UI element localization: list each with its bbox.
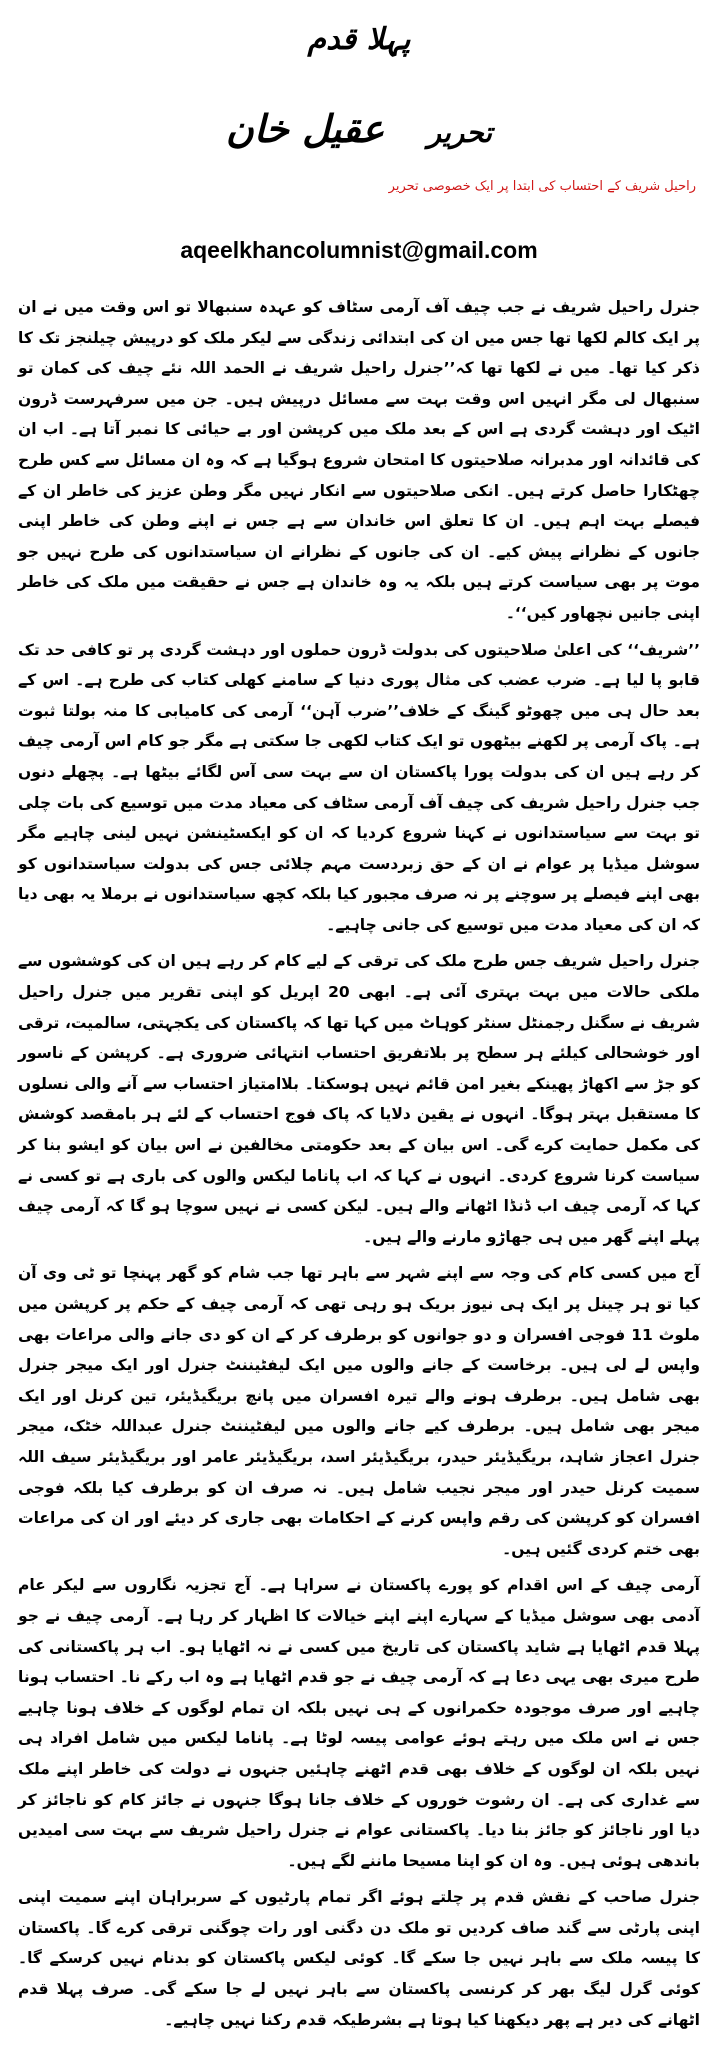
author-email: aqeelkhancolumnist@gmail.com	[180, 237, 538, 263]
paragraph: جنرل صاحب کے نقش قدم پر چلتے ہوئے اگر تمام پارٹیوں کے سربراہان اپنے سمیت اپنی اپنی پارٹی سے گند صاف کردیں تو ملک دن دگنی اور رات چوگنی ترقی کرے گا۔ پاکستان کا پیسہ ملک سے باہر نہیں جا سکے گا۔ کوئی لیکس پاکستان کو بدنام نہیں کرسکے گا۔ کوئی گرل لیگ بھر کر کرنسی پاکستان سے باہر نہیں لے جا سکے گی۔ صرف پہلا قدم اٹھانے کی دیر ہے پھر دیکھنا کیا ہوتا ہے بشرطیکہ قدم رکنا نہیں چاہیے۔	[18, 1888, 700, 2029]
paragraph: جنرل راحیل شریف جس طرح ملک کی ترقی کے لیے کام کر رہے ہیں ان کی کوششوں سے ملکی حالات میں بہت بہتری آئی ہے۔ ابھی 20 اپریل کو اپنی تقریر میں جنرل راحیل شریف نے سگنل رجمنٹل سنٹر کوہاٹ میں کہا تھا کہ پاکستان کی یکجہتی، سالمیت، ترقی اور خوشحالی کیلئے ہر سطح پر بلاتفریق احتساب انتہائی ضروری ہے۔ کرپشن کے ناسور کو جڑ سے اکھاڑ پھینکے بغیر امن قائم نہیں ہوسکتا۔ بلاامتیاز احتساب سے آنے والی نسلوں کا مستقبل بہتر ہوگا۔ انہوں نے یقین دلایا کہ پاک فوج احتساب کے لئے ہر بامقصد کوشش کی مکمل حمایت کرے گی۔ اس بیان کے بعد حکومتی مخالفین نے اس بیان کو ایشو بنا کر سیاست کرنا شروع کردی۔ انہوں نے کہا کہ اب پاناما لیکس والوں کی باری ہے تو کسی نے کہا کہ آرمی چیف اب ڈنڈا اٹھانے والے ہیں۔ لیکن کسی نے نہیں سوچا ہو گا کہ آرمی چیف پہلے اپنے گھر میں ہی جھاڑو مارنے والے ہیں۔	[18, 952, 700, 1246]
article-subtitle: راحیل شریف کے احتساب کی ابتدا پر ایک خصوصی تحریر	[388, 179, 696, 194]
byline	[18, 96, 700, 162]
article-body	[18, 292, 700, 2035]
paragraph: آرمی چیف کے اس اقدام کو پورے پاکستان نے سراہا ہے۔ آج تجزیہ نگاروں سے لیکر عام آدمی بھی سوشل میڈیا کے سہارے اپنے اپنے خیالات کا اظہار کر رہا ہے۔ آرمی چیف نے جو پہلا قدم اٹھایا ہے شاید پاکستان کی تاریخ میں کسی نے نہ اٹھایا ہو۔ اب ہر پاکستانی کی طرح میری بھی یہی دعا ہے کہ آرمی چیف نے جو قدم اٹھایا ہے وہ اب رکے نا۔ احتساب ہونا چاہیے اور صرف موجودہ حکمرانوں کے ہی نہیں بلکہ ان تمام لوگوں کے خلاف ہونا چاہیے جس نے اس ملک میں رہتے ہوئے عوامی پیسہ لوٹا ہے۔ پاناما لیکس میں شامل افراد ہی نہیں بلکہ ان لوگوں کے خلاف بھی قدم اٹھنے چاہئیں جنہوں نے دولت کی خاطر اپنے ملک سے غداری کی ہے۔ ان رشوت خوروں کے خلاف جانا ہوگا جنہوں نے جائز کام کو ناجائز کر دیا اور ناجائز کو جائز بنا دیا۔ پاکستانی عوام نے جنرل راحیل شریف سے بہت سی امیدیں باندھی ہوئی ہیں۔ وہ ان کو اپنا مسیحا ماننے لگے ہیں۔	[18, 1576, 700, 1870]
paragraph: جنرل راحیل شریف نے جب چیف آف آرمی سٹاف کو عہدہ سنبھالا تو اس وقت میں نے ان پر ایک کالم لکھا تھا جس میں ان کی ابتدائی زندگی سے لیکر ملک کو درپیش چیلنجز تک کا ذکر کیا تھا۔ میں نے لکھا تھا کہ’’جنرل راحیل شریف نے الحمد اللہ نئے چیف کی کمان تو سنبھال لی مگر انہیں اس وقت بہت سے مسائل درپیش ہیں۔ جن میں سرفہرست ڈرون اٹیک اور دہشت گردی ہے اس کے بعد ملک میں کرپشن اور بے حیائی کا نمبر آتا ہے۔ اب ان کی قائدانہ اور مدبرانہ صلاحیتوں کا امتحان شروع ہوگیا ہے کہ وہ ان مسائل سے کس طرح چھٹکارا حاصل کرتے ہیں۔ انکی صلاحیتوں سے انکار نہیں مگر وطن عزیز کی خاطر ان کے فیصلے بہت اہم ہیں۔ ان کا تعلق اس خاندان سے ہے جس نے اپنے وطن کی خاطر اپنی جانوں کے نظرانے پیش کیے۔ ان کی جانوں کے نظرانے ان سیاستدانوں کی طرح نہیں جو موت پر بھی سیاست کرتے ہیں بلکہ یہ وہ خاندان ہے جس نے حقیقت میں ملک کی خاطر اپنی جانیں نچھاور کیں‘‘۔	[18, 298, 700, 622]
page-title: پہلا قدم	[307, 22, 411, 57]
byline-prefix: تحریر	[427, 116, 493, 149]
author-name: عقیل خان	[225, 107, 385, 151]
paragraph: ’’شریف‘‘ کی اعلیٰ صلاحیتوں کی بدولت ڈرون حملوں اور دہشت گردی پر تو کافی حد تک قابو پا لیا ہے۔ ضرب عضب کی مثال پوری دنیا کے سامنے کھلی کتاب کی طرح ہے۔ اس کے بعد حال ہی میں چھوٹو گینگ کے خلاف’’ضرب آہن‘‘ آرمی کی کامیابی کا منہ بولتا ثبوت ہے۔ پاک آرمی پر لکھنے بیٹھوں تو ایک کتاب لکھی جا سکتی ہے مگر جو کام اس آرمی چیف کر رہے ہیں ان کی بدولت پورا پاکستان ان سے بہت سی آس لگائے بیٹھا ہے۔ پچھلے دنوں جب جنرل راحیل شریف کی چیف آف آرمی سٹاف کی معیاد مدت میں توسیع کی بات چلی تو بہت سے سیاستدانوں نے کہنا شروع کردیا کہ ان کو ایکسٹینشن نہیں لینی چاہیے مگر سوشل میڈیا پر عوام نے ان کے حق زبردست مہم چلائی جس کی بدولت سیاستدانوں کو بھی اپنے فیصلے پر سوچنے پر نہ صرف مجبور کیا بلکہ کچھ سیاستدانوں نے برملا یہ بھی دیا کہ ان کی معیاد مدت میں توسیع کی جانی چاہیے۔	[18, 640, 700, 934]
paragraph: آج میں کسی کام کی وجہ سے اپنے شہر سے باہر تھا جب شام کو گھر پہنچا تو ٹی وی آن کیا تو ہر چینل پر ایک ہی نیوز بریک ہو رہی تھی کہ آرمی چیف کے حکم پر کرپشن میں ملوث 11 فوجی افسران و دو جوانوں کو برطرف کر کے ان کو دی جانے والی مراعات بھی واپس لے لی ہیں۔ برخاست کے جانے والوں میں ایک لیفٹیننٹ جنرل اور ایک میجر جنرل بھی شامل ہیں۔ برطرف ہونے والے تیرہ افسران میں پانچ بریگیڈیئر، تین کرنل اور ایک میجر بھی شامل ہیں۔ برطرف کیے جانے والوں میں لیفٹیننٹ جنرل عبداللہ خٹک، میجر جنرل اعجاز شاہد، بریگیڈیئر حیدر، بریگیڈیئر اسد، بریگیڈیئر عامر اور بریگیڈیئر سیف اللہ سمیت کرنل حیدر اور میجر نجیب شامل ہیں۔ نہ صرف ان کو برطرف کیا بلکہ فوجی افسران کو کرپشن کی رقم واپس کرنے کے احکامات بھی جاری کر دیئے اور ان کی مراعات بھی ختم کردی گئیں ہیں۔	[18, 1264, 700, 1558]
